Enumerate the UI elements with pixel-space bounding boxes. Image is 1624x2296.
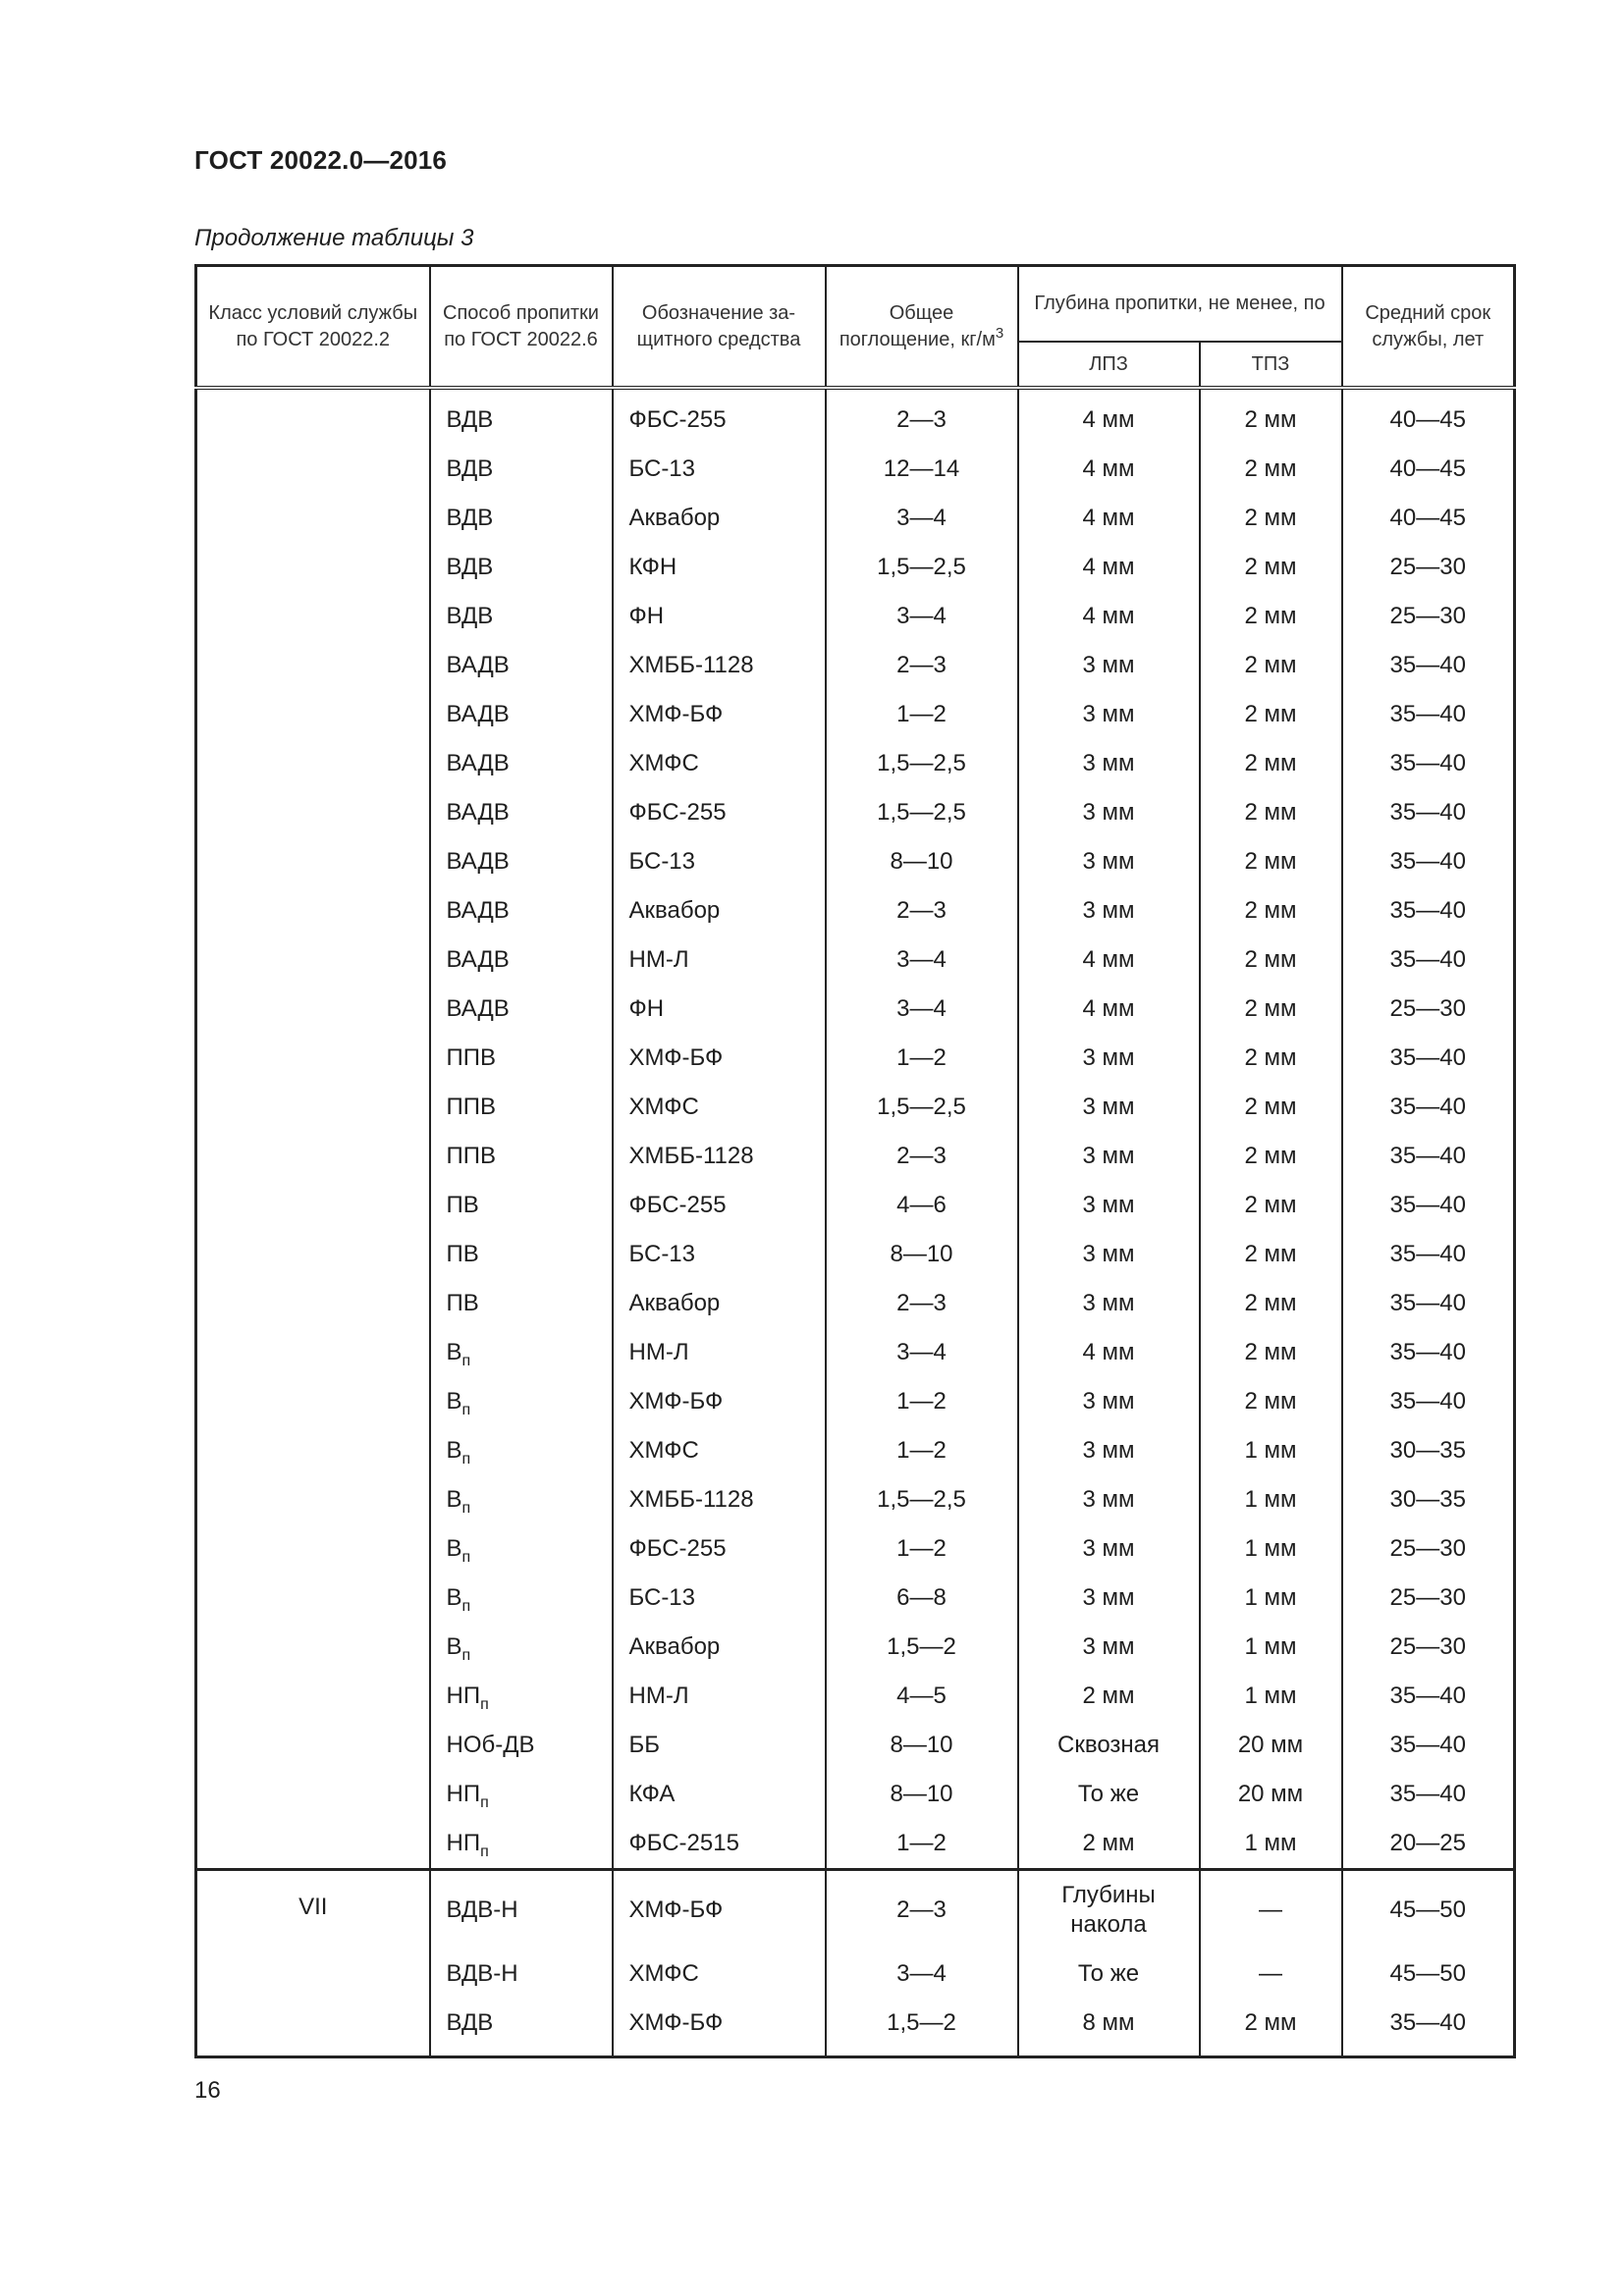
- header-lpz: ЛПЗ: [1018, 342, 1200, 388]
- method-text: ВАДВ: [446, 946, 510, 973]
- life-cell: 40—45: [1342, 388, 1515, 445]
- absorption-cell: 1,5—2,5: [826, 1475, 1018, 1524]
- agent-cell: ФБС-255: [613, 1524, 826, 1574]
- header-absorption: [826, 266, 1018, 389]
- method-text: ППВ: [446, 1094, 497, 1120]
- agent-cell: ФН: [613, 592, 826, 641]
- table-body: [196, 388, 1515, 2057]
- tpz-cell: 2 мм: [1200, 641, 1342, 690]
- lpz-cell: 3 мм: [1018, 1574, 1200, 1623]
- lpz-cell: 3 мм: [1018, 788, 1200, 837]
- absorption-cell: 1—2: [826, 1819, 1018, 1870]
- header-life: Средний срок службы, лет: [1342, 266, 1515, 389]
- lpz-cell: 4 мм: [1018, 388, 1200, 445]
- method-text: ВАДВ: [446, 897, 510, 924]
- life-cell: 35—40: [1342, 690, 1515, 739]
- life-cell: 35—40: [1342, 1999, 1515, 2057]
- agent-cell: ХМФС: [613, 1083, 826, 1132]
- agent-cell: БС-13: [613, 837, 826, 886]
- method-subscript: п: [461, 1549, 471, 1566]
- data-table: [194, 264, 1516, 2058]
- method-cell: ВДВ-Н: [430, 1949, 613, 1999]
- lpz-cell: 2 мм: [1018, 1819, 1200, 1870]
- method-subscript: п: [480, 1843, 489, 1860]
- lpz-cell: 3 мм: [1018, 1279, 1200, 1328]
- table-row: [196, 388, 1515, 445]
- method-cell: [430, 1623, 613, 1672]
- method-text: ВАДВ: [446, 995, 510, 1022]
- method-cell: [430, 1132, 613, 1181]
- life-cell: 35—40: [1342, 1328, 1515, 1377]
- tpz-cell: 2 мм: [1200, 1181, 1342, 1230]
- method-text: ВАДВ: [446, 848, 510, 875]
- method-cell: [430, 388, 613, 445]
- absorption-cell: 3—4: [826, 494, 1018, 543]
- tpz-cell: 2 мм: [1200, 985, 1342, 1034]
- life-cell: 35—40: [1342, 1770, 1515, 1819]
- tpz-cell: 1 мм: [1200, 1672, 1342, 1721]
- header-tpz: ТПЗ: [1200, 342, 1342, 388]
- method-text: ПВ: [446, 1290, 479, 1316]
- method-text: ВАДВ: [446, 652, 510, 678]
- agent-cell: ФБС-255: [613, 1181, 826, 1230]
- method-cell: [430, 543, 613, 592]
- method-text: ВДВ: [446, 554, 494, 580]
- absorption-cell: 1—2: [826, 1426, 1018, 1475]
- absorption-cell: 2—3: [826, 641, 1018, 690]
- method-text: В: [446, 1535, 462, 1562]
- method-cell: [430, 1672, 613, 1721]
- absorption-cell: 8—10: [826, 1770, 1018, 1819]
- header-depth: Глубина пропитки, не менее, по: [1018, 266, 1342, 343]
- agent-cell: БС-13: [613, 1574, 826, 1623]
- method-text: НП: [446, 1830, 481, 1856]
- agent-cell: ХМФ-БФ: [613, 690, 826, 739]
- agent-cell: ХМББ-1128: [613, 641, 826, 690]
- absorption-cell: 3—4: [826, 592, 1018, 641]
- method-cell: [430, 1083, 613, 1132]
- lpz-cell: 3 мм: [1018, 1083, 1200, 1132]
- absorption-cell: 1—2: [826, 1524, 1018, 1574]
- method-text: В: [446, 1633, 462, 1660]
- tpz-cell: 2 мм: [1200, 788, 1342, 837]
- tpz-cell: 1 мм: [1200, 1819, 1342, 1870]
- agent-cell: КФН: [613, 543, 826, 592]
- life-cell: 45—50: [1342, 1870, 1515, 1950]
- tpz-cell: 2 мм: [1200, 1230, 1342, 1279]
- lpz-cell: 4 мм: [1018, 592, 1200, 641]
- method-text: В: [446, 1388, 462, 1415]
- agent-cell: БС-13: [613, 445, 826, 494]
- tpz-cell: 2 мм: [1200, 690, 1342, 739]
- lpz-cell: 3 мм: [1018, 1181, 1200, 1230]
- method-text: ПВ: [446, 1192, 479, 1218]
- life-cell: 35—40: [1342, 1181, 1515, 1230]
- tpz-cell: 1 мм: [1200, 1623, 1342, 1672]
- life-cell: 35—40: [1342, 739, 1515, 788]
- lpz-cell: 3 мм: [1018, 641, 1200, 690]
- method-cell: ВДВ: [430, 1999, 613, 2057]
- life-cell: 30—35: [1342, 1426, 1515, 1475]
- lpz-cell: 3 мм: [1018, 1426, 1200, 1475]
- tpz-cell: 2 мм: [1200, 739, 1342, 788]
- tpz-cell: 1 мм: [1200, 1524, 1342, 1574]
- lpz-cell: 4 мм: [1018, 985, 1200, 1034]
- life-cell: 30—35: [1342, 1475, 1515, 1524]
- lpz-cell: 4 мм: [1018, 445, 1200, 494]
- life-cell: 35—40: [1342, 1083, 1515, 1132]
- agent-cell: Аквабор: [613, 1279, 826, 1328]
- class-cell-vii: VII: [196, 1870, 430, 2057]
- method-text: ВАДВ: [446, 750, 510, 776]
- life-cell: 25—30: [1342, 592, 1515, 641]
- tpz-cell: 2 мм: [1200, 445, 1342, 494]
- method-text: В: [446, 1437, 462, 1464]
- agent-cell: ХМФС: [613, 739, 826, 788]
- method-text: В: [446, 1486, 462, 1513]
- method-text: НОб-ДВ: [446, 1732, 535, 1758]
- agent-cell: ФБС-255: [613, 388, 826, 445]
- agent-cell: ХМФ-БФ: [613, 1870, 826, 1950]
- absorption-cell: 1,5—2,5: [826, 1083, 1018, 1132]
- absorption-cell: 2—3: [826, 388, 1018, 445]
- method-cell: [430, 1426, 613, 1475]
- absorption-cell: 1,5—2,5: [826, 543, 1018, 592]
- lpz-cell: 3 мм: [1018, 1377, 1200, 1426]
- header-class: Класс условий службы по ГОСТ 20022.2: [196, 266, 430, 389]
- tpz-cell: 2 мм: [1200, 1328, 1342, 1377]
- method-text: ВАДВ: [446, 799, 510, 826]
- lpz-cell: То же: [1018, 1770, 1200, 1819]
- method-cell: [430, 494, 613, 543]
- method-subscript: п: [461, 1647, 471, 1664]
- lpz-cell: 4 мм: [1018, 494, 1200, 543]
- agent-cell: ФН: [613, 985, 826, 1034]
- agent-cell: Аквабор: [613, 886, 826, 935]
- life-cell: 35—40: [1342, 1279, 1515, 1328]
- absorption-cell: 1—2: [826, 1034, 1018, 1083]
- agent-cell: НМ-Л: [613, 935, 826, 985]
- agent-cell: ХМФ-БФ: [613, 1377, 826, 1426]
- lpz-cell: 4 мм: [1018, 543, 1200, 592]
- method-cell: [430, 1475, 613, 1524]
- absorption-cell: 12—14: [826, 445, 1018, 494]
- class-cell-continued: [196, 388, 430, 1870]
- tpz-cell: 1 мм: [1200, 1574, 1342, 1623]
- life-cell: 25—30: [1342, 985, 1515, 1034]
- tpz-cell: 1 мм: [1200, 1426, 1342, 1475]
- method-cell: [430, 1524, 613, 1574]
- agent-cell: БС-13: [613, 1230, 826, 1279]
- agent-cell: ХМББ-1128: [613, 1475, 826, 1524]
- method-text: В: [446, 1584, 462, 1611]
- tpz-cell: 2 мм: [1200, 1279, 1342, 1328]
- lpz-cell: То же: [1018, 1949, 1200, 1999]
- absorption-cell: 2—3: [826, 1870, 1018, 1950]
- method-cell: [430, 886, 613, 935]
- absorption-cell: 8—10: [826, 1230, 1018, 1279]
- agent-cell: ФБС-2515: [613, 1819, 826, 1870]
- table-row-vii-1: [196, 1870, 1515, 1950]
- lpz-cell: 3 мм: [1018, 886, 1200, 935]
- life-cell: 35—40: [1342, 1721, 1515, 1770]
- method-cell: [430, 1328, 613, 1377]
- life-cell: 35—40: [1342, 1230, 1515, 1279]
- header-absorption-text: Общее поглощение, кг/м: [839, 301, 996, 350]
- life-cell: 40—45: [1342, 445, 1515, 494]
- method-subscript: п: [461, 1402, 471, 1418]
- lpz-line-1: Глубины: [1061, 1882, 1156, 1908]
- life-cell: 35—40: [1342, 1132, 1515, 1181]
- absorption-cell: 4—5: [826, 1672, 1018, 1721]
- method-cell: [430, 690, 613, 739]
- method-cell: [430, 1721, 613, 1770]
- method-cell: ВДВ-Н: [430, 1870, 613, 1950]
- agent-cell: Аквабор: [613, 494, 826, 543]
- method-text: ВДВ: [446, 505, 494, 531]
- agent-cell: НМ-Л: [613, 1672, 826, 1721]
- method-subscript: п: [461, 1451, 471, 1468]
- method-subscript: п: [461, 1500, 471, 1517]
- absorption-cell: 2—3: [826, 1279, 1018, 1328]
- agent-cell: ХМФ-БФ: [613, 1999, 826, 2057]
- method-text: ВДВ: [446, 603, 494, 629]
- tpz-cell: 2 мм: [1200, 1034, 1342, 1083]
- method-cell: [430, 1574, 613, 1623]
- agent-cell: ХМФ-БФ: [613, 1034, 826, 1083]
- life-cell: 35—40: [1342, 1377, 1515, 1426]
- absorption-cell: 1—2: [826, 690, 1018, 739]
- method-text: ППВ: [446, 1044, 497, 1071]
- method-text: ВДВ: [446, 455, 494, 482]
- agent-cell: ХМФС: [613, 1949, 826, 1999]
- life-cell: 45—50: [1342, 1949, 1515, 1999]
- absorption-cell: 1,5—2,5: [826, 739, 1018, 788]
- tpz-cell: 2 мм: [1200, 886, 1342, 935]
- page-number: 16: [194, 2077, 221, 2104]
- tpz-cell: 2 мм: [1200, 1377, 1342, 1426]
- absorption-cell: 8—10: [826, 837, 1018, 886]
- life-cell: 35—40: [1342, 935, 1515, 985]
- tpz-cell: 1 мм: [1200, 1475, 1342, 1524]
- method-cell: [430, 1279, 613, 1328]
- life-cell: 35—40: [1342, 837, 1515, 886]
- absorption-cell: 4—6: [826, 1181, 1018, 1230]
- lpz-cell: 2 мм: [1018, 1672, 1200, 1721]
- tpz-cell: 2 мм: [1200, 837, 1342, 886]
- absorption-cell: 1,5—2: [826, 1623, 1018, 1672]
- agent-cell: ББ: [613, 1721, 826, 1770]
- life-cell: 35—40: [1342, 788, 1515, 837]
- lpz-cell: 4 мм: [1018, 1328, 1200, 1377]
- absorption-cell: 8—10: [826, 1721, 1018, 1770]
- lpz-cell: 8 мм: [1018, 1999, 1200, 2057]
- method-cell: [430, 1230, 613, 1279]
- header-agent: Обозначение за-щитного средства: [613, 266, 826, 389]
- method-cell: [430, 788, 613, 837]
- tpz-cell: 2 мм: [1200, 1999, 1342, 2057]
- lpz-cell: 3 мм: [1018, 1034, 1200, 1083]
- life-cell: 40—45: [1342, 494, 1515, 543]
- method-text: НП: [446, 1781, 481, 1807]
- lpz-cell: Сквозная: [1018, 1721, 1200, 1770]
- agent-cell: ХМФС: [613, 1426, 826, 1475]
- lpz-line-2: накола: [1070, 1911, 1147, 1938]
- tpz-cell: —: [1200, 1949, 1342, 1999]
- tpz-cell: 2 мм: [1200, 935, 1342, 985]
- method-cell: [430, 935, 613, 985]
- absorption-cell: 1,5—2: [826, 1999, 1018, 2057]
- agent-cell: ХМББ-1128: [613, 1132, 826, 1181]
- lpz-cell: 4 мм: [1018, 935, 1200, 985]
- agent-cell: Аквабор: [613, 1623, 826, 1672]
- life-cell: 25—30: [1342, 543, 1515, 592]
- life-cell: 35—40: [1342, 886, 1515, 935]
- lpz-cell: 3 мм: [1018, 837, 1200, 886]
- absorption-cell: 6—8: [826, 1574, 1018, 1623]
- tpz-cell: —: [1200, 1870, 1342, 1950]
- absorption-cell: 3—4: [826, 1949, 1018, 1999]
- method-cell: [430, 1819, 613, 1870]
- life-cell: 20—25: [1342, 1819, 1515, 1870]
- life-cell: 35—40: [1342, 1672, 1515, 1721]
- lpz-cell: 3 мм: [1018, 690, 1200, 739]
- table-caption: Продолжение таблицы 3: [194, 225, 474, 251]
- method-cell: [430, 641, 613, 690]
- tpz-cell: 2 мм: [1200, 494, 1342, 543]
- tpz-cell: 20 мм: [1200, 1721, 1342, 1770]
- header-absorption-superscript: 3: [995, 324, 1004, 342]
- agent-cell: ФБС-255: [613, 788, 826, 837]
- life-cell: 25—30: [1342, 1524, 1515, 1574]
- absorption-cell: 3—4: [826, 1328, 1018, 1377]
- method-text: ВАДВ: [446, 701, 510, 727]
- absorption-cell: 3—4: [826, 985, 1018, 1034]
- agent-cell: НМ-Л: [613, 1328, 826, 1377]
- header-method: Способ пропитки по ГОСТ 20022.6: [430, 266, 613, 389]
- tpz-cell: 2 мм: [1200, 543, 1342, 592]
- life-cell: 35—40: [1342, 641, 1515, 690]
- life-cell: 35—40: [1342, 1034, 1515, 1083]
- agent-cell: КФА: [613, 1770, 826, 1819]
- life-cell: 25—30: [1342, 1574, 1515, 1623]
- method-cell: [430, 837, 613, 886]
- lpz-cell: 3 мм: [1018, 739, 1200, 788]
- absorption-cell: 1,5—2,5: [826, 788, 1018, 837]
- tpz-cell: 2 мм: [1200, 388, 1342, 445]
- method-text: В: [446, 1339, 462, 1365]
- lpz-cell: 3 мм: [1018, 1475, 1200, 1524]
- method-text: НП: [446, 1682, 481, 1709]
- lpz-cell: [1018, 1870, 1200, 1950]
- method-cell: [430, 985, 613, 1034]
- method-subscript: п: [461, 1353, 471, 1369]
- method-cell: [430, 1181, 613, 1230]
- method-subscript: п: [480, 1794, 489, 1811]
- lpz-cell: 3 мм: [1018, 1524, 1200, 1574]
- absorption-cell: 2—3: [826, 1132, 1018, 1181]
- method-cell: [430, 445, 613, 494]
- lpz-cell: 3 мм: [1018, 1230, 1200, 1279]
- method-subscript: п: [461, 1598, 471, 1615]
- method-text: ПВ: [446, 1241, 479, 1267]
- method-cell: [430, 739, 613, 788]
- method-cell: [430, 1377, 613, 1426]
- document-header: ГОСТ 20022.0—2016: [194, 145, 448, 175]
- tpz-cell: 2 мм: [1200, 1132, 1342, 1181]
- tpz-cell: 2 мм: [1200, 592, 1342, 641]
- tpz-cell: 20 мм: [1200, 1770, 1342, 1819]
- lpz-cell: 3 мм: [1018, 1623, 1200, 1672]
- method-cell: [430, 592, 613, 641]
- method-subscript: п: [480, 1696, 489, 1713]
- method-cell: [430, 1770, 613, 1819]
- absorption-cell: 3—4: [826, 935, 1018, 985]
- absorption-cell: 1—2: [826, 1377, 1018, 1426]
- method-text: ППВ: [446, 1143, 497, 1169]
- lpz-cell: 3 мм: [1018, 1132, 1200, 1181]
- tpz-cell: 2 мм: [1200, 1083, 1342, 1132]
- life-cell: 25—30: [1342, 1623, 1515, 1672]
- absorption-cell: 2—3: [826, 886, 1018, 935]
- method-text: ВДВ: [446, 406, 494, 433]
- method-cell: [430, 1034, 613, 1083]
